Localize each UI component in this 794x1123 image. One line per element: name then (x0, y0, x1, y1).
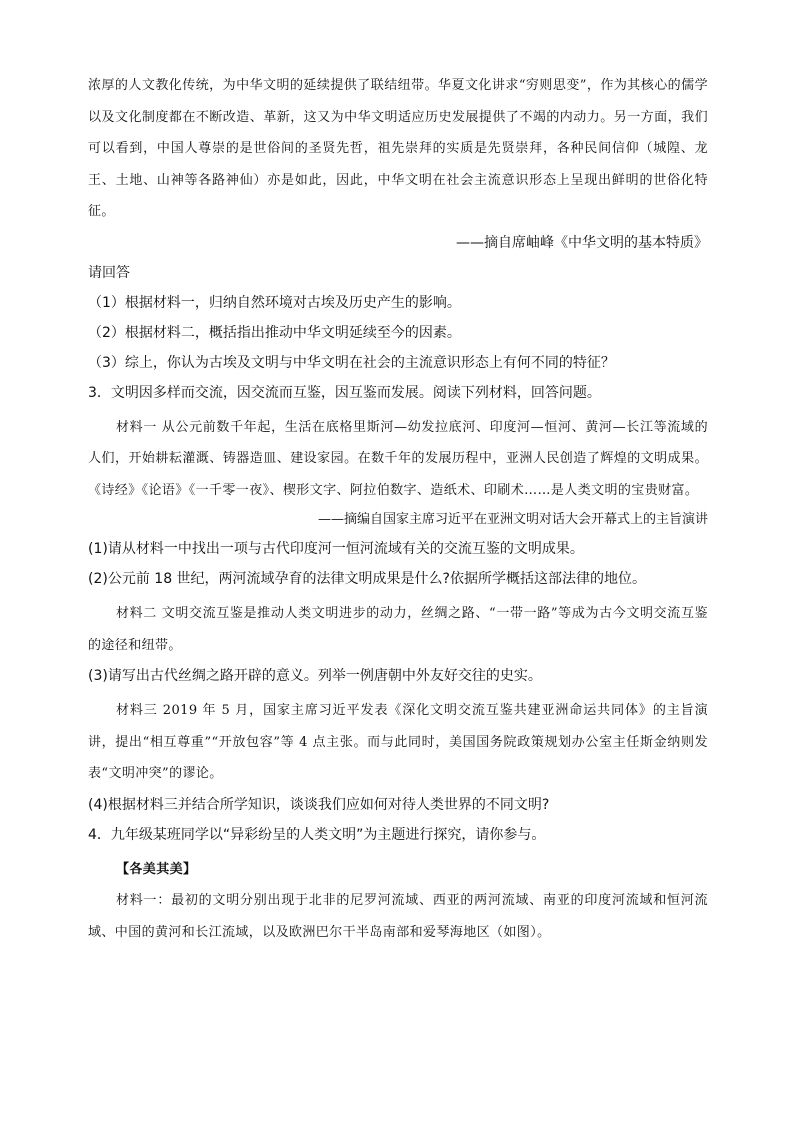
question-3-sub-1: (1)请从材料一中找出一项与古代印度河一恒河流域有关的交流互鉴的文明成果。 (88, 541, 584, 557)
question-3-sub-2: (2)公元前 18 世纪，两河流域孕育的法律文明成果是什么?依据所学概括这部法律的地位。 (88, 571, 646, 587)
question-3-stem: 3．文明因多样而交流，因交流而互鉴，因互鉴而发展。阅读下列材料，回答问题。 (88, 384, 601, 401)
question-3-sub-3: (3)请写出古代丝绸之路开辟的意义。列举一例唐朝中外友好交往的史实。 (88, 668, 542, 684)
material-paragraph: 浓厚的人文教化传统，为中华文明的延续提供了联结纽带。华夏文化讲求“穷则思变”，作为其核心的儒学以及文化制度都在不断改造、革新，这又为中华文明适应历史发展提供了不竭的内动力。另一方面，我们可以看到，中国人尊崇的是世俗间的圣贤先哲，祖先崇拜的实质是先贤崇拜，各种民间信仰（城隍、龙王、土地、山神等各路神仙）亦是如此，因此，中华文明在社会主流意识形态上呈现出鲜明的世俗化特征。 (88, 78, 708, 219)
source-citation: ——摘自席岫峰《中华文明的基本特质》 (456, 234, 708, 251)
question-3-material-2: 材料二 文明交流互鉴是推动人类文明进步的动力，丝绸之路、“一带一路”等成为古今文明交流互鉴的途径和纽带。 (88, 606, 708, 653)
question-4-material-1: 材料一：最初的文明分别出现于北非的尼罗河流域、西亚的两河流域、南亚的印度河流域和恒河流域、中国的黄河和长江流域，以及欧洲巴尔干半岛南部和爱琴海地区（如图）。 (88, 893, 708, 940)
question-3-material-1: 材料一 从公元前数千年起，生活在底格里斯河—幼发拉底河、印度河—恒河、黄河—长江等流域的人们，开始耕耘灌溉、铸器造皿、建设家园。在数千年的发展历程中，亚洲人民创造了辉煌的文明成果。《诗经》《论语》《一千零一夜》、楔形文字、阿拉伯数字、造纸术、印刷术……是人类文明的宝贵财富。 (88, 419, 708, 498)
document-page (88, 70, 708, 948)
question-4-section-heading: 【各美其美】 (116, 861, 197, 877)
question-3-material-3: 材料三 2019 年 5 月，国家主席习近平发表《深化文明交流互鉴共建亚洲命运共同体》的主旨演讲，提出“相互尊重”“开放包容”等 4 点主张。而与此同时，美国国务院政策规划办公室主任斯金纳则发表“文明冲突”的谬论。 (88, 703, 708, 781)
question-3-sub-4: (4)根据材料三并结合所学知识，谈谈我们应如何对待人类世界的不同文明? (88, 796, 550, 813)
sub-question-2: （2）根据材料二，概括指出推动中华文明延续至今的因素。 (88, 324, 461, 341)
prompt-label: 请回答 (88, 264, 130, 281)
question-4-stem: 4．九年级某班同学以“异彩纷呈的人类文明”为主题进行探究，请你参与。 (88, 826, 546, 843)
sub-question-3: （3）综上，你认为古埃及文明与中华文明在社会的主流意识形态上有何不同的特征？ (88, 354, 615, 371)
question-3-source-1: ——摘编自国家主席习近平在亚洲文明对话大会开幕式上的主旨演讲 (317, 512, 708, 527)
sub-question-1: （1）根据材料一，归纳自然环境对古埃及历史产生的影响。 (88, 294, 461, 311)
